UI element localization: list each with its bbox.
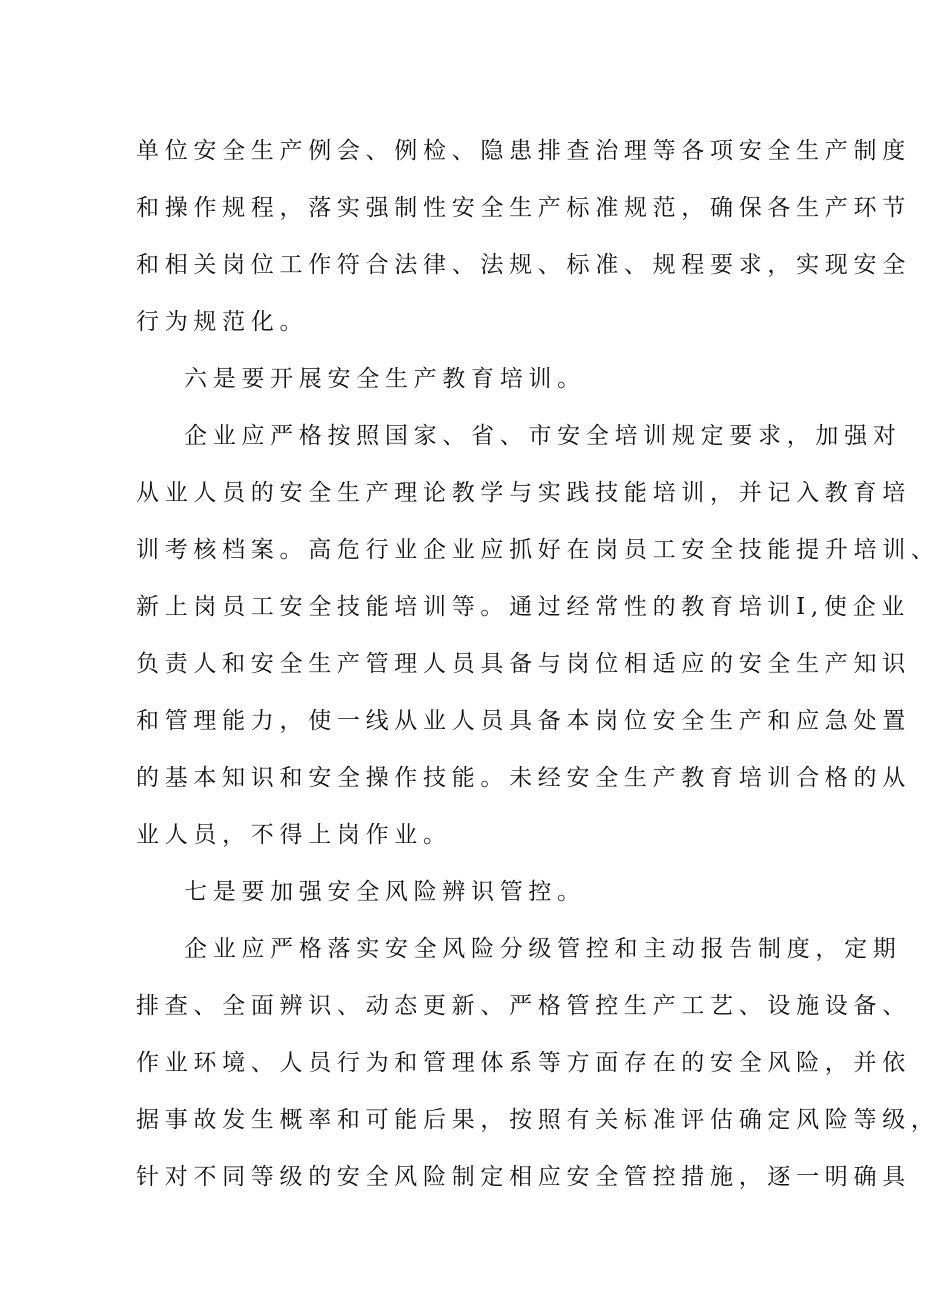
text-line: 负责人和安全生产管理人员具备与岗位相适应的安全生产知识 xyxy=(136,651,911,677)
text-line: 作业环境、人员行为和管理体系等方面存在的安全风险，并依 xyxy=(136,1050,911,1076)
text-line: 训考核档案。高危行业企业应抓好在岗员工安全技能提升培训、 xyxy=(136,537,940,563)
text-line: 新上岗员工安全技能培训等。通过经常性的教育培训I,使企业 xyxy=(136,594,910,620)
section-heading: 七是要加强安全风险辨识管控。 xyxy=(184,879,586,905)
text-line: 和操作规程，落实强制性安全生产标准规范，确保各生产环节 xyxy=(136,195,911,221)
text-line: 从业人员的安全生产理论教学与实践技能培训，并记入教育培 xyxy=(136,480,911,506)
text-line: 针对不同等级的安全风险制定相应安全管控措施，逐一明确具 xyxy=(136,1164,911,1190)
text-line: 业人员，不得上岗作业。 xyxy=(136,822,452,848)
text-line: 和管理能力，使一线从业人员具备本岗位安全生产和应急处置 xyxy=(136,708,911,734)
text-line: 企业应严格落实安全风险分级管控和主动报告制度，定期 xyxy=(184,936,902,962)
section-heading: 六是要开展安全生产教育培训。 xyxy=(184,366,586,392)
text-line: 企业应严格按照国家、省、市安全培训规定要求，加强对 xyxy=(184,423,902,449)
text-line: 行为规范化。 xyxy=(136,309,309,335)
text-line: 排查、全面辨识、动态更新、严格管控生产工艺、设施设备、 xyxy=(136,993,911,1019)
text-line: 的基本知识和安全操作技能。未经安全生产教育培训合格的从 xyxy=(136,765,911,791)
text-line: 单位安全生产例会、例检、隐患排查治理等各项安全生产制度 xyxy=(136,138,911,164)
text-line: 和相关岗位工作符合法律、法规、标准、规程要求，实现安全 xyxy=(136,252,911,278)
text-line: 据事故发生概率和可能后果，按照有关标准评估确定风险等级， xyxy=(136,1107,940,1133)
